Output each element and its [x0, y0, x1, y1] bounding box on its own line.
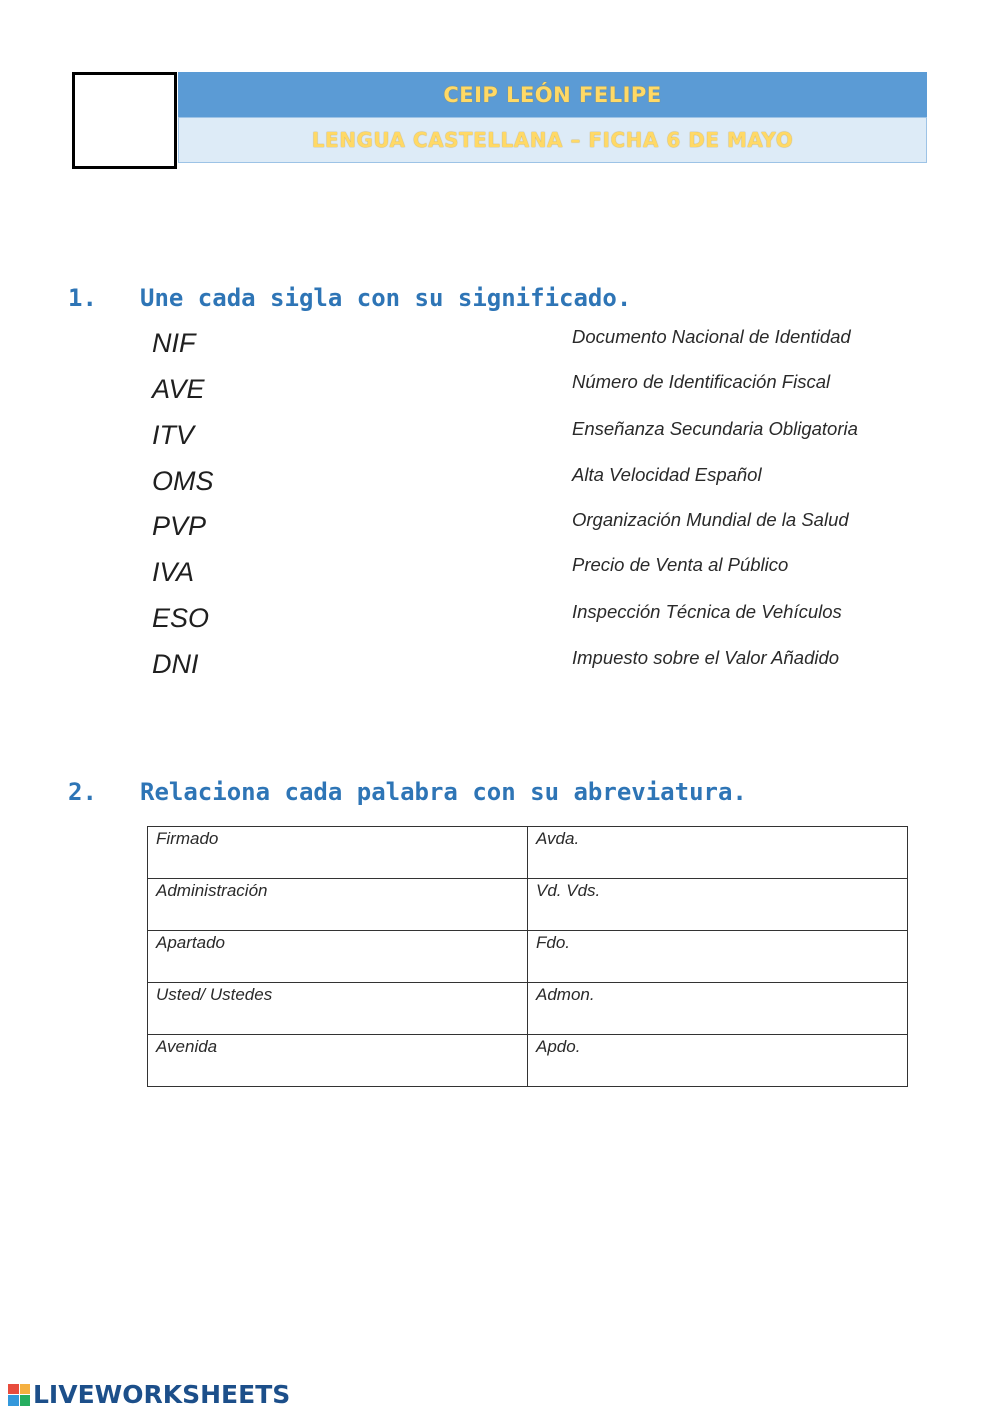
footer-brand [8, 1380, 290, 1409]
meaning-item: Inspección Técnica de Vehículos [572, 601, 842, 622]
worksheet-subtitle: LENGUA CASTELLANA – FICHA 6 DE MAYO [311, 128, 794, 152]
footer-brand-text: LIVEWORKSHEETS [33, 1380, 291, 1409]
meaning-item: Organización Mundial de la Salud [572, 509, 849, 530]
acronym-item: AVE [152, 374, 205, 404]
acronym-item: PVP [152, 511, 207, 541]
abbreviation-cell: Admon. [528, 983, 908, 1035]
meaning-item: Enseñanza Secundaria Obligatoria [572, 418, 858, 439]
word-cell: Firmado [148, 827, 528, 879]
acronym-item: ESO [152, 603, 210, 633]
header-subtitle-bar [178, 117, 927, 163]
abbreviation-cell: Avda. [528, 827, 908, 879]
meaning-item: Documento Nacional de Identidad [572, 326, 851, 347]
word-cell: Usted/ Ustedes [148, 983, 528, 1035]
meaning-item: Número de Identificación Fiscal [572, 371, 831, 392]
acronym-item: DNI [152, 649, 199, 679]
meaning-item: Alta Velocidad Español [572, 464, 762, 485]
abbreviation-cell: Apdo. [528, 1035, 908, 1087]
question-1-number: 1. [68, 284, 97, 312]
abbreviation-cell: Fdo. [528, 931, 908, 983]
question-1-text: Une cada sigla con su significado. [140, 284, 632, 312]
question-2-heading [68, 778, 747, 806]
acronym-item: NIF [152, 328, 196, 358]
table-row [148, 827, 908, 879]
header-banner [178, 72, 927, 117]
table-row [148, 931, 908, 983]
question-2-text: Relaciona cada palabra con su abreviatura. [140, 778, 747, 806]
liveworksheets-logo-icon [8, 1384, 30, 1406]
acronym-item: IVA [152, 557, 195, 587]
word-cell: Avenida [148, 1035, 528, 1087]
question-1-heading [68, 284, 631, 312]
table-row [148, 879, 908, 931]
word-cell: Apartado [148, 931, 528, 983]
table-row [148, 1035, 908, 1087]
question-2-number: 2. [68, 778, 97, 806]
abbreviation-cell: Vd. Vds. [528, 879, 908, 931]
abbreviations-table [147, 826, 908, 1087]
school-logo-placeholder [72, 72, 177, 169]
meaning-item: Precio de Venta al Público [572, 554, 789, 575]
word-cell: Administración [148, 879, 528, 931]
acronym-item: OMS [152, 466, 214, 496]
meaning-item: Impuesto sobre el Valor Añadido [572, 647, 840, 668]
acronym-item: ITV [152, 420, 195, 450]
table-row [148, 983, 908, 1035]
school-name: CEIP LEÓN FELIPE [443, 82, 662, 107]
